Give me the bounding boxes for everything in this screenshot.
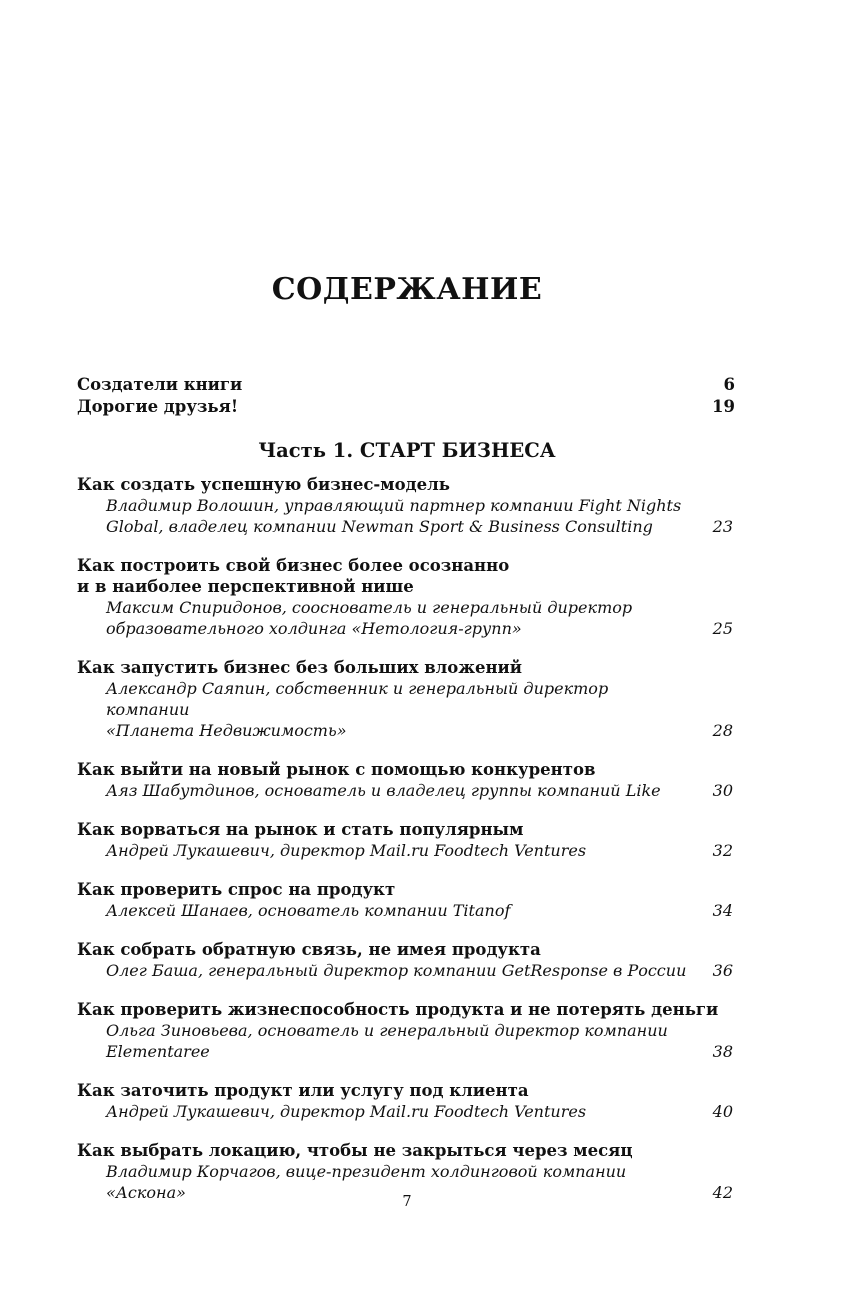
chapter-page: 38: [712, 1042, 733, 1061]
toc-entry[interactable]: [77, 374, 735, 396]
toc-front-matter: [77, 374, 735, 418]
chapter-author: Олег Баша, генеральный директор компании GetResponse в России: [106, 961, 687, 980]
toc-entry[interactable]: [77, 396, 735, 418]
chapter-title: Как выбрать локацию, чтобы не закрыться через месяц: [77, 1141, 633, 1160]
chapter-author: Максим Спиридонов, сооснователь и генеральный директор образовательного холдинга «Нетология-групп»: [106, 598, 633, 638]
chapter-entry[interactable]: [77, 1080, 735, 1122]
chapter-entry[interactable]: [77, 999, 735, 1062]
chapter-author: Андрей Лукашевич, директор Mail.ru Foodtech Ventures: [106, 1102, 587, 1121]
toc-entry-label: Дорогие друзья!: [77, 397, 239, 416]
toc-entry-label: Создатели книги: [77, 375, 243, 394]
chapter-entry[interactable]: [77, 474, 735, 537]
chapter-entry[interactable]: [77, 759, 735, 801]
chapter-author: Владимир Корчагов, вице-президент холдинговой компании «Аскона»: [106, 1162, 627, 1202]
chapter-page: 42: [712, 1183, 733, 1202]
toc-entry-page: 6: [723, 375, 735, 394]
chapter-entry[interactable]: [77, 819, 735, 861]
chapter-title: Как проверить спрос на продукт: [77, 880, 396, 899]
chapter-page: 36: [712, 961, 733, 980]
chapter-title: Как выйти на новый рынок с помощью конкурентов: [77, 760, 596, 779]
chapter-author: Алексей Шанаев, основатель компании Titanof: [106, 901, 511, 920]
chapter-title: Как создать успешную бизнес-модель: [77, 475, 450, 494]
chapter-page: 30: [712, 781, 733, 800]
page-title: СОДЕРЖАНИЕ: [271, 272, 543, 307]
chapter-title: Как ворваться на рынок и стать популярным: [77, 820, 524, 839]
chapter-page: 23: [712, 517, 733, 536]
chapter-title: Как проверить жизнеспособность продукта и не потерять деньги: [77, 1000, 719, 1019]
chapter-author: Ольга Зиновьева, основатель и генеральный директор компании Elementaree: [106, 1021, 668, 1061]
chapter-title: Как заточить продукт или услугу под клиента: [77, 1081, 529, 1100]
chapter-entry[interactable]: [77, 555, 735, 639]
chapter-title: Как собрать обратную связь, не имея продукта: [77, 940, 541, 959]
chapter-page: 34: [712, 901, 733, 920]
chapter-author: Андрей Лукашевич, директор Mail.ru Foodtech Ventures: [106, 841, 587, 860]
page-number: 7: [402, 1194, 412, 1210]
chapter-author: Владимир Волошин, управляющий партнер компании Fight Nights Global, владелец компании Newman Sport & Business Consulting: [106, 496, 682, 536]
toc-entry-page: 19: [712, 397, 735, 416]
chapter-title: Как запустить бизнес без больших вложений: [77, 658, 523, 677]
chapter-author: Александр Саяпин, собственник и генеральный директор компании «Планета Недвижимость»: [106, 679, 609, 740]
part-heading: Часть 1. СТАРТ БИЗНЕСА: [258, 439, 556, 462]
chapter-page: 32: [712, 841, 733, 860]
chapter-page: 40: [712, 1102, 733, 1121]
chapter-author: Аяз Шабутдинов, основатель и владелец группы компаний Like: [106, 781, 661, 800]
chapter-title: Как построить свой бизнес более осознанно и в наиболее перспективной нише: [77, 556, 510, 596]
chapter-page: 25: [712, 619, 733, 638]
chapter-page: 28: [712, 721, 733, 740]
chapter-entry[interactable]: [77, 939, 735, 981]
chapter-entry[interactable]: [77, 879, 735, 921]
toc-chapter-list: [77, 474, 735, 1221]
chapter-entry[interactable]: [77, 657, 735, 741]
